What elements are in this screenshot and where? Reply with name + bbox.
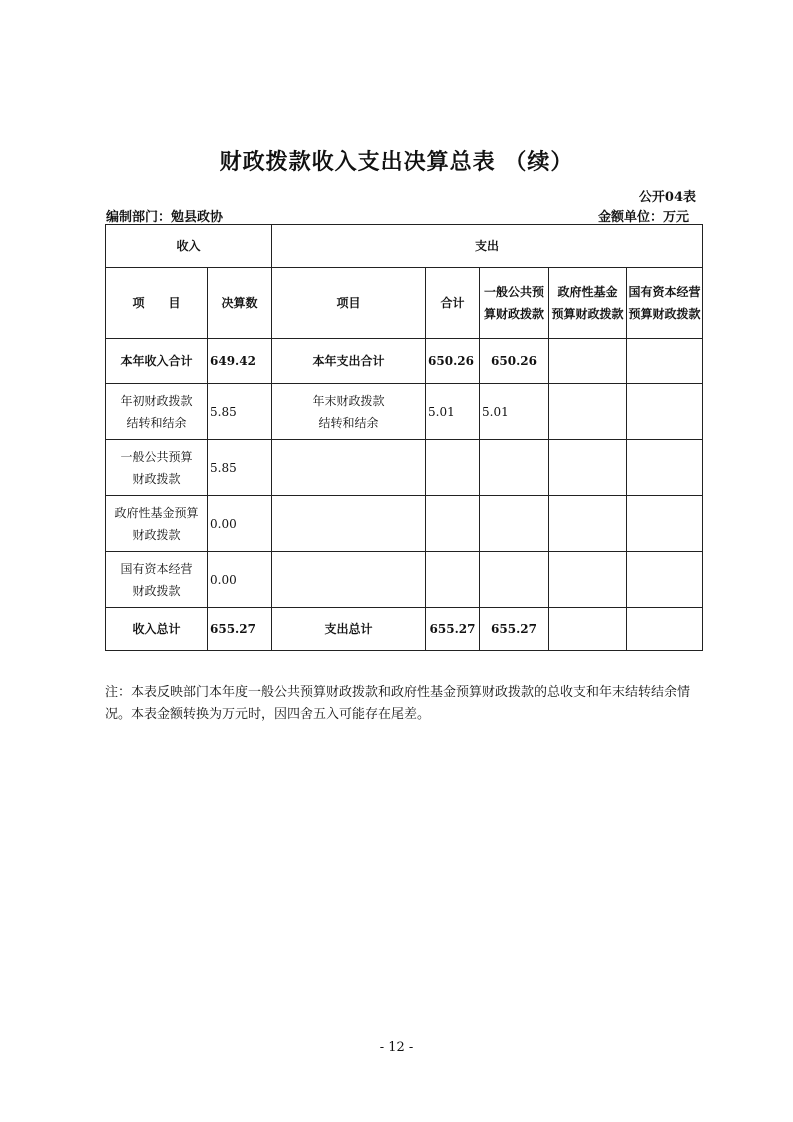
- header-row-sections: [106, 225, 703, 268]
- col-header-total: 合计: [426, 268, 480, 339]
- income-item: [106, 384, 208, 440]
- income-item-line: 财政拨款: [132, 527, 181, 542]
- col-header-state-line2: 预算财政拨款: [628, 307, 701, 321]
- expense-state: [627, 339, 703, 384]
- expense-state: [627, 384, 703, 440]
- table-row: [106, 384, 703, 440]
- income-item: [106, 496, 208, 552]
- expense-state: [627, 496, 703, 552]
- expense-item-line: 年末财政拨款: [312, 393, 385, 408]
- expense-general: [480, 496, 549, 552]
- income-item: [106, 608, 208, 651]
- income-item-line: 收入总计: [132, 622, 181, 636]
- expense-total: [426, 496, 480, 552]
- expense-fund: [549, 339, 627, 384]
- expense-total: 5.01: [426, 384, 480, 440]
- unit-label: 金额单位：万元: [597, 210, 689, 225]
- table-row: [106, 608, 703, 651]
- income-value: 649.42: [208, 339, 272, 384]
- income-item: [106, 552, 208, 608]
- col-header-state: [627, 268, 703, 339]
- expense-item: [272, 608, 426, 651]
- income-item: [106, 440, 208, 496]
- col-header-fund-line2: 预算财政拨款: [551, 307, 624, 321]
- income-value: 655.27: [208, 608, 272, 651]
- expense-item: [272, 552, 426, 608]
- expense-item: [272, 496, 426, 552]
- col-header-fund-line1: 政府性基金: [557, 285, 618, 299]
- col-header-fund: [549, 268, 627, 339]
- expense-fund: [549, 552, 627, 608]
- expense-total: [426, 440, 480, 496]
- income-value: 5.85: [208, 384, 272, 440]
- income-item-line: 一般公共预算: [120, 449, 193, 464]
- income-value: 0.00: [208, 496, 272, 552]
- expense-total: [426, 552, 480, 608]
- income-item-line: 年初财政拨款: [120, 393, 193, 408]
- income-value: 0.00: [208, 552, 272, 608]
- header-row-columns: [106, 268, 703, 339]
- expense-total: 655.27: [426, 608, 480, 651]
- expense-item: [272, 339, 426, 384]
- expense-general: 655.27: [480, 608, 549, 651]
- expense-general: 5.01: [480, 384, 549, 440]
- income-item-line: 财政拨款: [132, 583, 181, 598]
- expense-item: [272, 440, 426, 496]
- expense-state: [627, 440, 703, 496]
- department-label: 编制部门：勉县政协: [106, 210, 224, 225]
- expense-item-line: 结转和结余: [318, 415, 379, 430]
- expense-fund: [549, 496, 627, 552]
- income-item-line: 政府性基金预算: [114, 505, 199, 520]
- col-header-general: [480, 268, 549, 339]
- income-header: 收入: [106, 225, 272, 268]
- expense-fund: [549, 384, 627, 440]
- table-row: [106, 496, 703, 552]
- table-row: [106, 552, 703, 608]
- expense-state: [627, 608, 703, 651]
- expense-item-line: 本年支出合计: [312, 354, 385, 368]
- fiscal-summary-table: [105, 224, 703, 651]
- col-header-state-line1: 国有资本经营: [628, 285, 701, 299]
- income-value: 5.85: [208, 440, 272, 496]
- expense-general: [480, 552, 549, 608]
- expense-fund: [549, 608, 627, 651]
- col-header-general-line2: 算财政拨款: [484, 307, 545, 321]
- expense-general: [480, 440, 549, 496]
- income-item-line: 本年收入合计: [120, 354, 193, 368]
- expense-general: 650.26: [480, 339, 549, 384]
- income-item-line: 国有资本经营: [120, 561, 193, 576]
- table-row: [106, 339, 703, 384]
- page-title: 财政拨款收入支出决算总表 （续）: [219, 149, 574, 175]
- table-row: [106, 440, 703, 496]
- col-header-item: 项 目: [106, 268, 208, 339]
- col-header-general-line1: 一般公共预: [484, 285, 545, 299]
- footnote: 注：本表反映部门本年度一般公共预算财政拨款和政府性基金预算财政拨款的总收支和年末结转结余情况。本表金额转换为万元时，因四舍五入可能存在尾差。: [105, 685, 691, 722]
- expense-header: 支出: [272, 225, 703, 268]
- expense-fund: [549, 440, 627, 496]
- expense-total: 650.26: [426, 339, 480, 384]
- form-tag: 公开04表: [638, 190, 696, 205]
- income-item: [106, 339, 208, 384]
- expense-item: [272, 384, 426, 440]
- income-item-line: 结转和结余: [126, 415, 187, 430]
- col-header-item2: 项目: [272, 268, 426, 339]
- col-header-final: 决算数: [208, 268, 272, 339]
- income-item-line: 财政拨款: [132, 471, 181, 486]
- page-number: - 12 -: [379, 1040, 414, 1055]
- expense-item-line: 支出总计: [324, 622, 373, 636]
- expense-state: [627, 552, 703, 608]
